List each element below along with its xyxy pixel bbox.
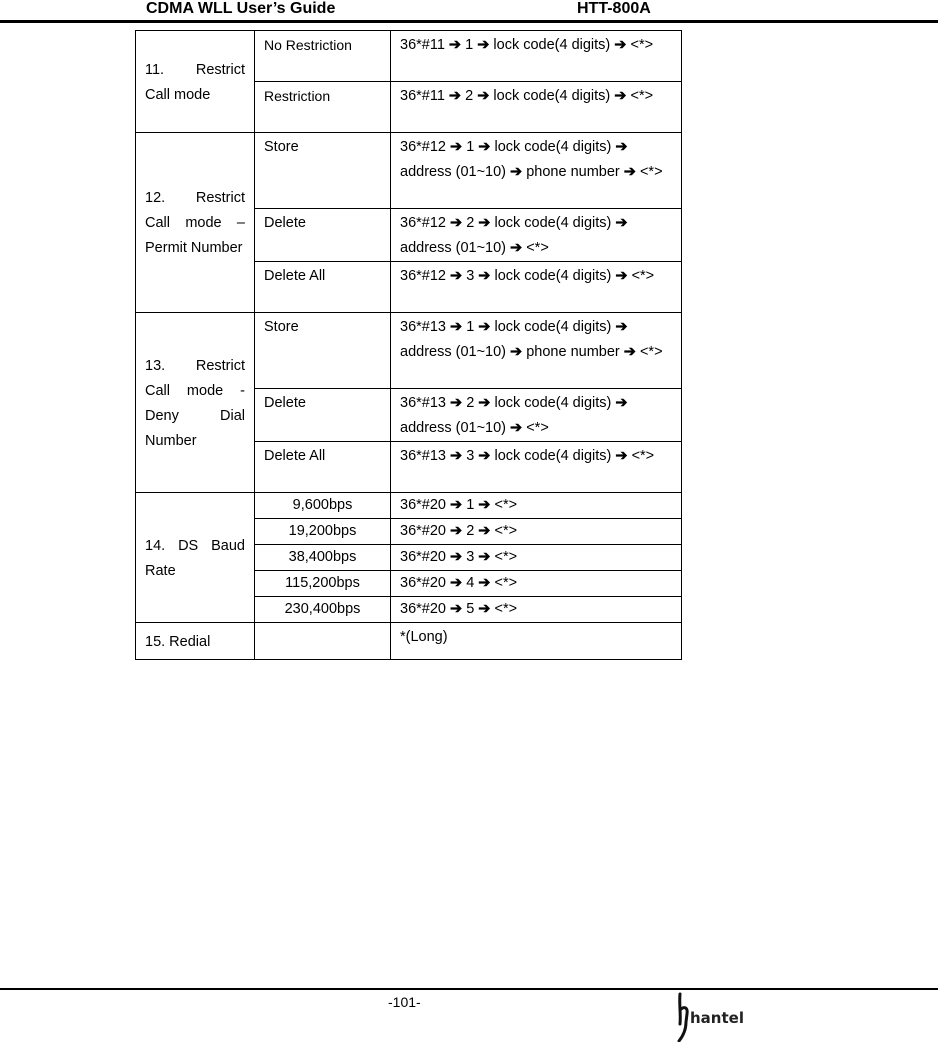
- command-step: *(Long): [400, 629, 448, 645]
- command-step: 36*#20: [400, 497, 446, 513]
- arrow-icon: ➔: [478, 497, 491, 513]
- logo-text: hantel: [690, 1009, 744, 1027]
- command-step: 36*#13: [400, 448, 446, 464]
- command-step: lock code(4 digits): [494, 268, 612, 284]
- command-cell: [391, 313, 682, 389]
- command-step: <*>: [630, 37, 654, 53]
- arrow-icon: ➔: [477, 88, 490, 104]
- option-cell: Delete: [255, 389, 391, 442]
- group-label: 13. Restrict Call mode - Deny Dial Number: [136, 313, 255, 493]
- option-cell: [255, 623, 391, 660]
- option-cell: Store: [255, 313, 391, 389]
- arrow-icon: ➔: [623, 344, 636, 360]
- arrow-icon: ➔: [510, 164, 523, 180]
- command-step: 1: [466, 497, 475, 513]
- arrow-icon: ➔: [478, 215, 491, 231]
- command-step: address (01~10): [400, 240, 506, 256]
- command-step: lock code(4 digits): [494, 215, 612, 231]
- arrow-icon: ➔: [450, 448, 463, 464]
- model-number: HTT-800A: [577, 0, 651, 17]
- arrow-icon: ➔: [510, 344, 523, 360]
- arrow-icon: ➔: [450, 268, 463, 284]
- command-step: 36*#13: [400, 319, 446, 335]
- arrow-icon: ➔: [478, 268, 491, 284]
- command-step: lock code(4 digits): [493, 37, 611, 53]
- footer-rule: [0, 988, 938, 990]
- command-step: 3: [466, 549, 475, 565]
- option-cell: Delete: [255, 209, 391, 262]
- table-row: [136, 493, 682, 519]
- table-row: [136, 313, 682, 389]
- document-title: CDMA WLL User’s Guide: [146, 0, 336, 17]
- arrow-icon: ➔: [615, 395, 628, 411]
- command-table: [135, 30, 682, 660]
- command-cell: [391, 82, 682, 133]
- option-cell: 38,400bps: [255, 545, 391, 571]
- arrow-icon: ➔: [478, 139, 491, 155]
- command-step: <*>: [631, 268, 655, 284]
- command-step: 36*#12: [400, 268, 446, 284]
- arrow-icon: ➔: [450, 319, 463, 335]
- command-step: 1: [466, 139, 475, 155]
- command-step: lock code(4 digits): [493, 88, 611, 104]
- command-step: 5: [466, 601, 475, 617]
- table-row: [136, 133, 682, 209]
- command-step: 2: [466, 395, 475, 411]
- command-step: <*>: [494, 549, 518, 565]
- arrow-icon: ➔: [478, 319, 491, 335]
- command-step: 36*#11: [400, 37, 445, 53]
- arrow-icon: ➔: [615, 139, 628, 155]
- arrow-icon: ➔: [510, 240, 523, 256]
- command-cell: [391, 571, 682, 597]
- arrow-icon: ➔: [478, 395, 491, 411]
- option-cell: Delete All: [255, 442, 391, 493]
- command-step: 2: [466, 523, 475, 539]
- command-step: 36*#11: [400, 88, 445, 104]
- command-step: 2: [466, 215, 475, 231]
- arrow-icon: ➔: [448, 37, 462, 53]
- arrow-icon: ➔: [478, 523, 491, 539]
- command-step: lock code(4 digits): [494, 395, 612, 411]
- arrow-icon: ➔: [615, 448, 628, 464]
- arrow-icon: ➔: [450, 549, 463, 565]
- command-cell: [391, 623, 682, 660]
- arrow-icon: ➔: [477, 37, 490, 53]
- command-step: <*>: [639, 164, 663, 180]
- command-step: 3: [466, 268, 475, 284]
- command-step: 36*#13: [400, 395, 446, 411]
- command-step: 1: [465, 37, 474, 53]
- command-step: <*>: [494, 575, 518, 591]
- arrow-icon: ➔: [450, 601, 463, 617]
- option-cell: No Restriction: [255, 31, 391, 82]
- command-step: 36*#20: [400, 549, 446, 565]
- command-cell: [391, 493, 682, 519]
- arrow-icon: ➔: [448, 88, 462, 104]
- command-step: <*>: [630, 88, 654, 104]
- arrow-icon: ➔: [623, 164, 636, 180]
- command-step: <*>: [639, 344, 663, 360]
- arrow-icon: ➔: [615, 268, 628, 284]
- arrow-icon: ➔: [450, 575, 463, 591]
- option-cell: 115,200bps: [255, 571, 391, 597]
- command-step: 36*#20: [400, 601, 446, 617]
- table-row: [136, 623, 682, 660]
- command-step: <*>: [526, 420, 549, 436]
- command-table-body: [136, 31, 682, 660]
- group-label: 11. Restrict Call mode: [136, 31, 255, 133]
- command-step: 4: [466, 575, 475, 591]
- arrow-icon: ➔: [615, 319, 628, 335]
- option-cell: Store: [255, 133, 391, 209]
- command-step: 3: [466, 448, 475, 464]
- group-label: 14. DS Baud Rate: [136, 493, 255, 623]
- option-cell: 230,400bps: [255, 597, 391, 623]
- hantel-logo: [676, 992, 744, 1042]
- page-number: -101-: [388, 994, 421, 1010]
- group-label: 12. Restrict Call mode – Permit Number: [136, 133, 255, 313]
- command-cell: [391, 545, 682, 571]
- table-row: [136, 31, 682, 82]
- command-step: <*>: [494, 523, 518, 539]
- arrow-icon: ➔: [478, 575, 491, 591]
- command-step: 36*#20: [400, 523, 446, 539]
- command-step: address (01~10): [400, 420, 506, 436]
- command-step: phone number: [526, 164, 620, 180]
- command-step: 2: [465, 88, 474, 104]
- arrow-icon: ➔: [478, 448, 491, 464]
- command-step: <*>: [494, 601, 518, 617]
- arrow-icon: ➔: [450, 139, 463, 155]
- command-step: 1: [466, 319, 475, 335]
- command-step: lock code(4 digits): [494, 448, 612, 464]
- arrow-icon: ➔: [614, 88, 627, 104]
- command-cell: [391, 597, 682, 623]
- arrow-icon: ➔: [450, 395, 463, 411]
- option-cell: 19,200bps: [255, 519, 391, 545]
- command-step: 36*#20: [400, 575, 446, 591]
- command-cell: [391, 389, 682, 442]
- command-step: 36*#12: [400, 139, 446, 155]
- group-label: 15. Redial: [136, 623, 255, 660]
- command-step: phone number: [526, 344, 620, 360]
- command-cell: [391, 442, 682, 493]
- arrow-icon: ➔: [615, 215, 628, 231]
- command-step: lock code(4 digits): [494, 139, 612, 155]
- option-cell: 9,600bps: [255, 493, 391, 519]
- command-cell: [391, 519, 682, 545]
- command-cell: [391, 262, 682, 313]
- arrow-icon: ➔: [450, 523, 463, 539]
- command-cell: [391, 133, 682, 209]
- arrow-icon: ➔: [478, 601, 491, 617]
- arrow-icon: ➔: [450, 215, 463, 231]
- command-cell: [391, 209, 682, 262]
- option-cell: Delete All: [255, 262, 391, 313]
- arrow-icon: ➔: [478, 549, 491, 565]
- arrow-icon: ➔: [614, 37, 627, 53]
- page-header: [0, 0, 938, 23]
- command-step: <*>: [494, 497, 518, 513]
- command-step: <*>: [631, 448, 655, 464]
- command-cell: [391, 31, 682, 82]
- command-step: address (01~10): [400, 164, 506, 180]
- arrow-icon: ➔: [450, 497, 463, 513]
- command-step: <*>: [526, 240, 549, 256]
- command-step: address (01~10): [400, 344, 506, 360]
- command-step: lock code(4 digits): [494, 319, 612, 335]
- command-step: 36*#12: [400, 215, 446, 231]
- arrow-icon: ➔: [510, 420, 523, 436]
- option-cell: Restriction: [255, 82, 391, 133]
